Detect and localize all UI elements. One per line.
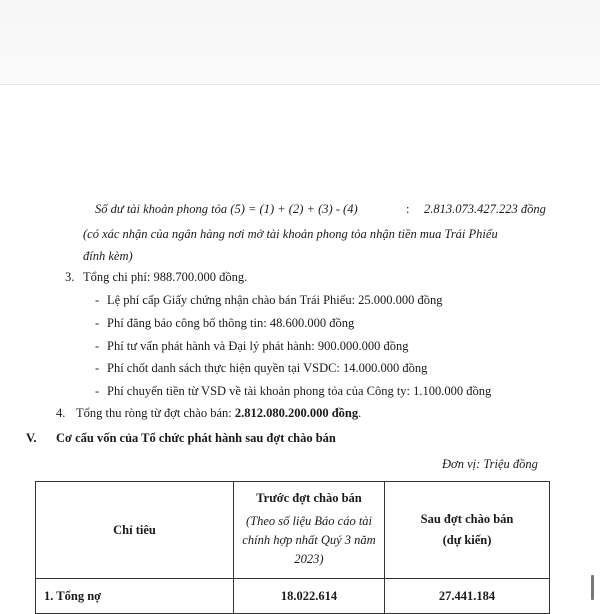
item4-text: Tổng thu ròng từ đợt chào bán: [76,406,235,420]
bullet-text: Phí tư vấn phát hành và Đại lý phát hành: 900.000.000 đồng [107,339,409,353]
bullet-dash: - [95,384,100,398]
blocked-balance-label: Số dư tài khoản phong tỏa (5) = (1) + (2) + (3) - (4) [95,202,358,216]
row-label: 1. Tổng nợ [36,579,234,614]
scrollbar-thumb[interactable] [591,575,594,600]
blocked-balance-colon: : [406,202,410,216]
bullet-text: Phí chuyển tiền từ VSD về tài khoản phong tỏa của Công ty: 1.100.000 đồng [107,384,492,398]
bullet-text: Phí chốt danh sách thực hiện quyền tại VSDC: 14.000.000 đồng [107,361,428,375]
table-header-row [36,482,550,579]
item4-line [76,406,361,421]
header-after-title: Sau đợt chào bán [420,512,514,526]
header-after-note: (dự kiến) [442,533,492,547]
item4-period: . [358,406,362,420]
item4-number: 4. [56,406,66,420]
row-after-value: 27.441.184 [385,579,550,614]
row-before-value: 18.022.614 [234,579,385,614]
bullet-text: Lệ phí cấp Giấy chứng nhận chào bán Trái Phiếu: 25.000.000 đồng [107,293,443,307]
bullet-dash: - [95,361,100,375]
bullet-dash: - [95,316,100,330]
section-title: Cơ cấu vốn của Tổ chức phát hành sau đợt chào bán [56,431,336,445]
page-top-margin [0,0,600,84]
capital-structure-table [35,481,550,614]
page-edge [0,84,600,85]
bullet-dash: - [95,293,100,307]
item3-number: 3. [65,270,75,284]
blocked-balance-amount: 2.813.073.427.223 đồng [424,202,546,216]
section-numeral: V. [26,431,37,445]
header-before [234,482,385,579]
header-after [385,482,550,579]
header-before-title: Trước đợt chào bán [256,491,362,505]
unit-note: Đơn vị: Triệu đồng [442,457,538,471]
header-before-note: (Theo số liệu Báo cáo tài chính hợp nhất Quý 3 năm 2023) [242,514,376,566]
bullet-dash: - [95,339,100,353]
header-indicator: Chỉ tiêu [36,482,234,579]
table-row [36,579,550,614]
bullet-text: Phí đăng báo công bố thông tin: 48.600.000 đồng [107,316,355,330]
item4-amount: 2.812.080.200.000 đồng [234,406,359,420]
item3-text: Tổng chi phí: 988.700.000 đồng. [83,270,248,284]
blocked-balance-note-1: (có xác nhận của ngân hàng nơi mở tài khoản phong tỏa nhận tiền mua Trái Phiếu [83,227,498,241]
blocked-balance-note-2: đính kèm) [83,249,133,263]
